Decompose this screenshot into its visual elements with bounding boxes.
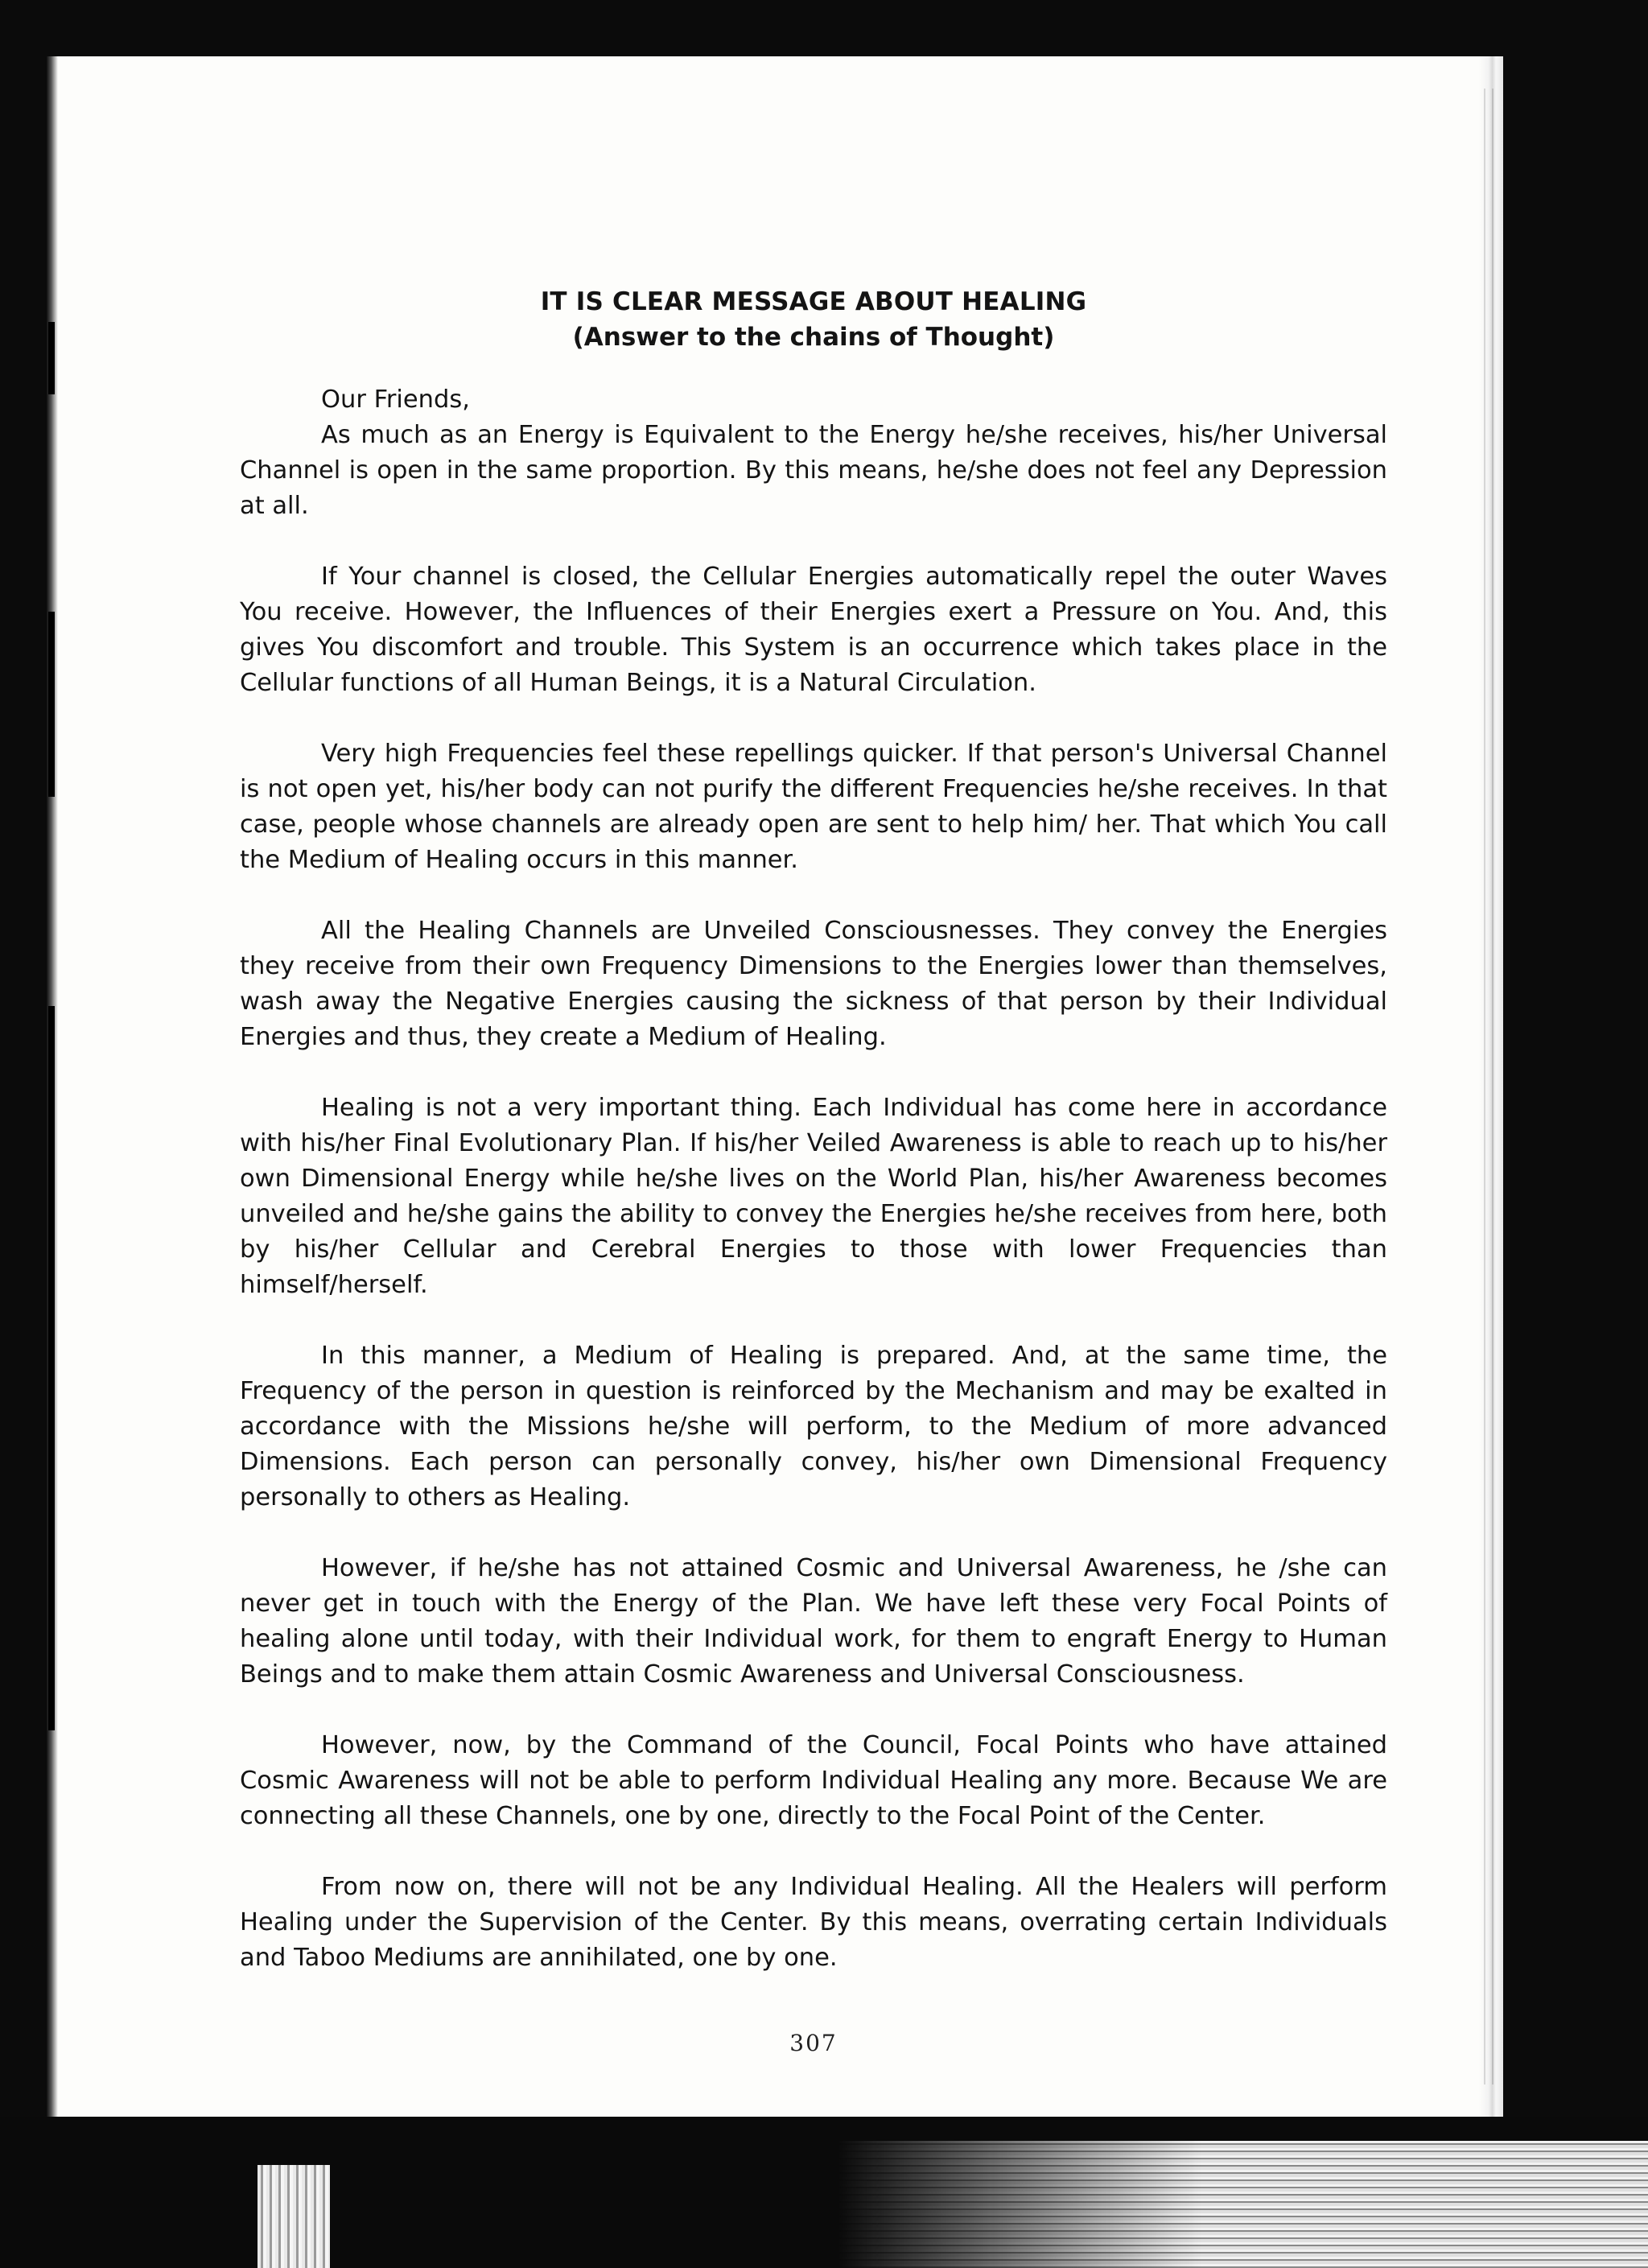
right-page-edge	[1479, 56, 1503, 2117]
paragraph: However, now, by the Command of the Council, Focal Points who have attained Cosmic Awareness will not be able to perform Individual Healing any more. Because We are connecting all these Channels, one by one, directly to the Focal Point of the Center.	[240, 1731, 1387, 1830]
right-edge-rule	[1484, 89, 1485, 2084]
document-subtitle: (Answer to the chains of Thought)	[572, 323, 1055, 352]
paragraph: In this manner, a Medium of Healing is prepared. And, at the same time, the Frequency of the person in question is reinforced by the Mechanism and may be exalted in accordance with the Missions he/she will perform, to the Medium of more advanced Dimensions. Each person can personally convey, his/her own Dimensional Frequency personally to others as Healing.	[240, 1342, 1387, 1511]
scanned-page	[47, 56, 1503, 2117]
paragraph: Very high Frequencies feel these repellings quicker. If that person's Universal Channel is not open yet, his/her body can not purify the different Frequencies he/she receives. In that case, people whose channels are already open are sent to help him/ her. That which You call the Medium of Healing occurs in this manner.	[240, 740, 1387, 874]
paragraph: If Your channel is closed, the Cellular Energies automatically repel the outer Waves You receive. However, the Influences of their Energies exert a Pressure on You. And, this gives You discomfort and trouble. This System is an occurrence which takes place in the Cellular functions of all Human Beings, it is a Natural Circulation.	[240, 563, 1387, 697]
paragraph: However, if he/she has not attained Cosmic and Universal Awareness, he /she can never get in touch with the Energy of the Plan. We have left these very Focal Points of healing alone until today, with their Individual work, for them to engraft Energy to Human Beings and to make them attain Cosmic Awareness and Universal Consciousness.	[240, 1554, 1387, 1689]
right-edge-rule	[1492, 89, 1494, 2084]
scan-artifact	[258, 2165, 330, 2268]
paragraph: From now on, there will not be any Individual Healing. All the Healers will perform Healing under the Supervision of the Center. By this means, overrating certain Individuals and Taboo Mediums are annihilated, one by one.	[240, 1873, 1387, 1972]
page-content	[240, 284, 1387, 2056]
gutter-mark	[48, 1006, 55, 1730]
paragraph: Healing is not a very important thing. Each Individual has come here in accordance with his/her Final Evolutionary Plan. If his/her Veiled Awareness is able to reach up to his/her own Dimensional Energy while he/she lives on the World Plan, his/her Awareness becomes unveiled and he/she gains the ability to convey the Energies he/she receives from here, both by his/her Cellular and Cerebral Energies to those with lower Frequencies than himself/herself.	[240, 1094, 1387, 1299]
scan-artifact	[837, 2141, 1648, 2268]
page-number: 307	[789, 2030, 838, 2056]
gutter-mark	[48, 612, 55, 797]
salutation: Our Friends,	[321, 386, 470, 414]
gutter-mark	[48, 322, 55, 394]
paragraph: All the Healing Channels are Unveiled Consciousnesses. They convey the Energies they receive from their own Frequency Dimensions to the Energies lower than themselves, wash away the Negative Energies causing the sickness of that person by their Individual Energies and thus, they create a Medium of Healing.	[240, 917, 1387, 1051]
paragraph: As much as an Energy is Equivalent to the Energy he/she receives, his/her Universal Channel is open in the same proportion. By this means, he/she does not feel any Depression at all.	[240, 421, 1387, 520]
document-title: IT IS CLEAR MESSAGE ABOUT HEALING	[540, 287, 1087, 316]
